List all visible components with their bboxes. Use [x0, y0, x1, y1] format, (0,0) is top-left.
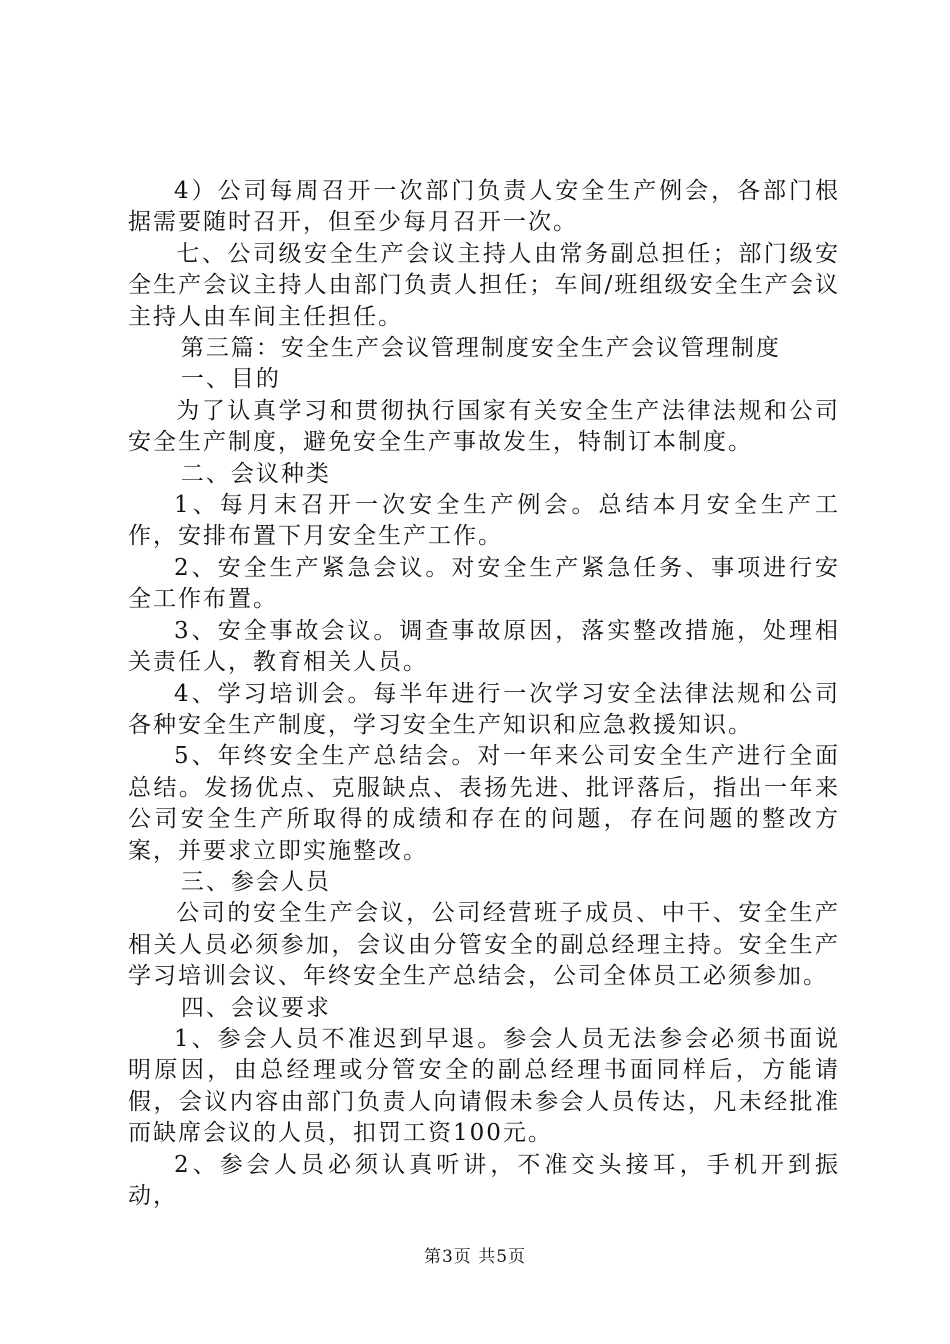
document-body [128, 176, 840, 1212]
list-item-accident-meeting: 3、安全事故会议。调查事故原因，落实整改措施，处理相关责任人，教育相关人员。 [128, 617, 840, 676]
list-item-attention: 2、参会人员必须认真听讲，不准交头接耳，手机开到振动， [128, 1151, 840, 1209]
list-item-no-lateness: 1、参会人员不准迟到早退。参会人员无法参会必须书面说明原因，由总经理或分管安全的副总经理书面同样后，方能请假，会议内容由部门负责人向请假未参会人员传达，凡未经批准而缺席会议的人员，扣罚工资100元。 [128, 1025, 840, 1147]
list-item-annual-summary: 5、年终安全生产总结会。对一年来公司安全生产进行全面总结。发扬优点、克服缺点、表扬先进、批评落后，指出一年来公司安全生产所取得的成绩和存在的问题，存在问题的整改方案，并要求立即实施整改。 [128, 743, 840, 864]
list-item-training-meeting: 4、学习培训会。每半年进行一次学习安全法律法规和公司各种安全生产制度，学习安全生产知识和应急救援知识。 [128, 680, 840, 738]
list-item-monthly-meeting: 1、每月末召开一次安全生产例会。总结本月安全生产工作，安排布置下月安全生产工作。 [128, 492, 840, 550]
list-item-emergency-meeting: 2、安全生产紧急会议。对安全生产紧急任务、事项进行安全工作布置。 [128, 554, 840, 613]
paragraph-purpose: 为了认真学习和贯彻执行国家有关安全生产法律法规和公司安全生产制度，避免安全生产事故发生，特制订本制度。 [128, 397, 840, 456]
section-title-part-three: 第三篇：安全生产会议管理制度安全生产会议管理制度 [180, 335, 781, 362]
heading-purpose: 一、目的 [180, 366, 281, 393]
paragraph-meeting-host: 七、公司级安全生产会议主持人由常务副总担任；部门级安全生产会议主持人由部门负责人担任；车间/班组级安全生产会议主持人由车间主任担任。 [128, 240, 840, 330]
page-number-footer: 第3页 共5页 [423, 1247, 527, 1267]
heading-requirements: 四、会议要求 [180, 994, 331, 1021]
paragraph-meeting-frequency: 4）公司每周召开一次部门负责人安全生产例会，各部门根据需要随时召开，但至少每月召开一次。 [128, 178, 840, 236]
heading-attendees: 三、参会人员 [180, 868, 331, 895]
paragraph-attendees: 公司的安全生产会议，公司经营班子成员、中干、安全生产相关人员必须参加，会议由分管安全的副总经理主持。安全生产学习培训会议、年终安全生产总结会，公司全体员工必须参加。 [128, 900, 840, 990]
heading-meeting-types: 二、会议种类 [180, 460, 331, 487]
